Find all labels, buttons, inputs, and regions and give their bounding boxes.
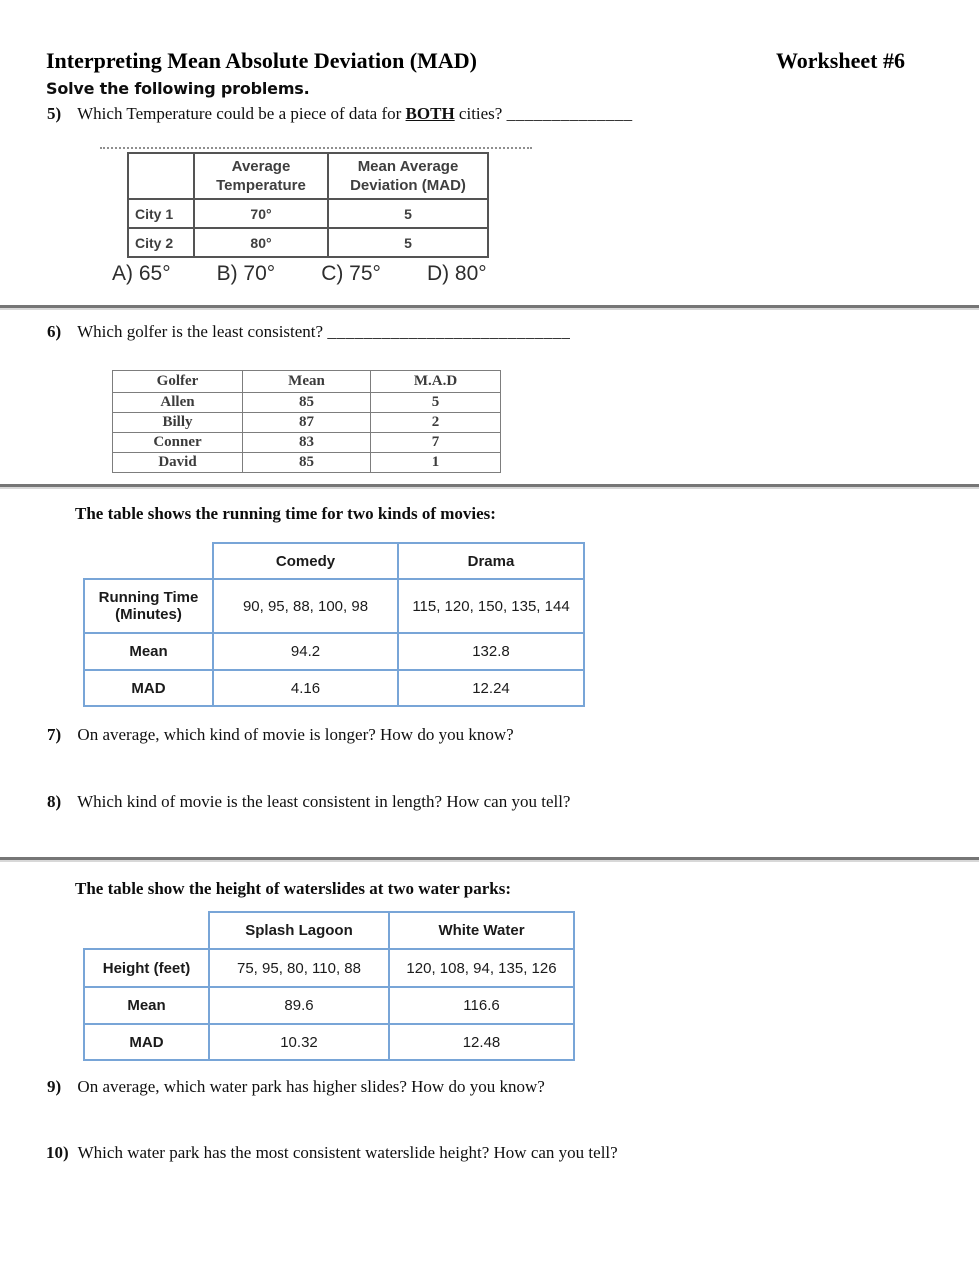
table-cell: 7 [371,433,501,453]
question-number: 5) [47,104,62,123]
table-cell: 1 [371,453,501,473]
table-row [128,199,488,228]
table-cell: 115, 120, 150, 135, 144 [398,579,584,633]
answer-blank: ______________ [506,104,633,123]
corner-cell [84,912,209,949]
column-header: Splash Lagoon [209,912,389,949]
column-header: Mean Average Deviation (MAD) [328,153,488,199]
question-text: Which Temperature could be a piece of data for [77,104,402,123]
column-header: M.A.D [371,371,501,393]
table-cell: 5 [328,228,488,257]
table-cell: 2 [371,413,501,433]
instructions: Solve the following problems. [46,79,310,98]
table-row [84,987,574,1024]
row-header: MAD [84,670,213,706]
question-number: 7) [47,725,62,744]
movies-table [83,542,585,707]
table-cell: 85 [243,453,371,473]
question-10 [46,1143,618,1163]
table-cell: David [113,453,243,473]
column-header: Comedy [213,543,398,579]
section-divider [0,484,979,487]
question-text: On average, which kind of movie is longer? How do you know? [77,725,514,744]
golfer-table [112,370,501,473]
table-row [84,949,574,987]
table-cell: 12.48 [389,1024,574,1060]
table-row [128,228,488,257]
question-text: Which golfer is the least consistent? [77,322,324,341]
table-row [113,393,501,413]
table-cell: Allen [113,393,243,413]
question-number: 6) [47,322,62,341]
question-5 [47,104,633,124]
table-cell: 116.6 [389,987,574,1024]
question-text: On average, which water park has higher slides? How do you know? [77,1077,545,1096]
table-cell: 12.24 [398,670,584,706]
corner-cell [128,153,194,199]
column-header: Mean [243,371,371,393]
table-header-row [113,371,501,393]
question-number: 9) [47,1077,62,1096]
answer-choice-c: C) 75° [321,262,381,285]
dotted-divider [100,147,532,149]
page-title: Interpreting Mean Absolute Deviation (MAD) [46,48,477,73]
section-divider [0,305,979,308]
column-header: Golfer [113,371,243,393]
question-text: Which kind of movie is the least consistent in length? How can you tell? [77,792,571,811]
corner-cell [84,543,213,579]
worksheet-number: Worksheet #6 [776,48,905,73]
table-row [84,633,584,670]
table-row [113,433,501,453]
row-header: Mean [84,987,209,1024]
question-9 [47,1077,545,1097]
answer-choices [112,262,487,286]
question-7 [47,725,514,745]
answer-choice-d: D) 80° [426,262,487,285]
answer-blank: ___________________________ [327,322,571,341]
question-8 [47,792,570,812]
row-header: Height (feet) [84,949,209,987]
table-cell: 90, 95, 88, 100, 98 [213,579,398,633]
table-cell: 89.6 [209,987,389,1024]
table-cell: 85 [243,393,371,413]
table-cell: 87 [243,413,371,433]
question-number: 8) [47,792,62,811]
movies-section-heading: The table shows the running time for two kinds of movies: [75,504,496,523]
answer-choice-b: B) 70° [216,262,276,285]
table-cell: 120, 108, 94, 135, 126 [389,949,574,987]
column-header: Drama [398,543,584,579]
question-text: cities? [458,104,503,123]
column-header: White Water [389,912,574,949]
table-row [84,1024,574,1060]
table-cell: 10.32 [209,1024,389,1060]
table-cell: 80° [194,228,328,257]
table-header-row [84,543,584,579]
row-header: Running Time (Minutes) [84,579,213,633]
question-emphasis: BOTH [405,104,455,123]
table-cell: 5 [371,393,501,413]
table-cell: 75, 95, 80, 110, 88 [209,949,389,987]
table-row [113,453,501,473]
answer-choice-a: A) 65° [112,262,171,285]
row-header: Mean [84,633,213,670]
table-header-row [128,153,488,199]
column-header: Average Temperature [194,153,328,199]
row-header: City 1 [128,199,194,228]
table-row [84,579,584,633]
table-cell: 70° [194,199,328,228]
waterslides-table [83,911,575,1061]
table-row [113,413,501,433]
section-divider [0,857,979,860]
row-header: City 2 [128,228,194,257]
parks-section-heading: The table show the height of waterslides at two water parks: [75,879,511,898]
table-cell: 4.16 [213,670,398,706]
table-cell: 132.8 [398,633,584,670]
row-header: MAD [84,1024,209,1060]
question-number: 10) [46,1143,69,1162]
table-header-row [84,912,574,949]
table-row [84,670,584,706]
table-cell: Conner [113,433,243,453]
question-6 [47,322,570,342]
temperature-table [127,152,489,258]
table-cell: 83 [243,433,371,453]
table-cell: 94.2 [213,633,398,670]
table-cell: Billy [113,413,243,433]
table-cell: 5 [328,199,488,228]
question-text: Which water park has the most consistent waterslide height? How can you tell? [77,1143,618,1162]
